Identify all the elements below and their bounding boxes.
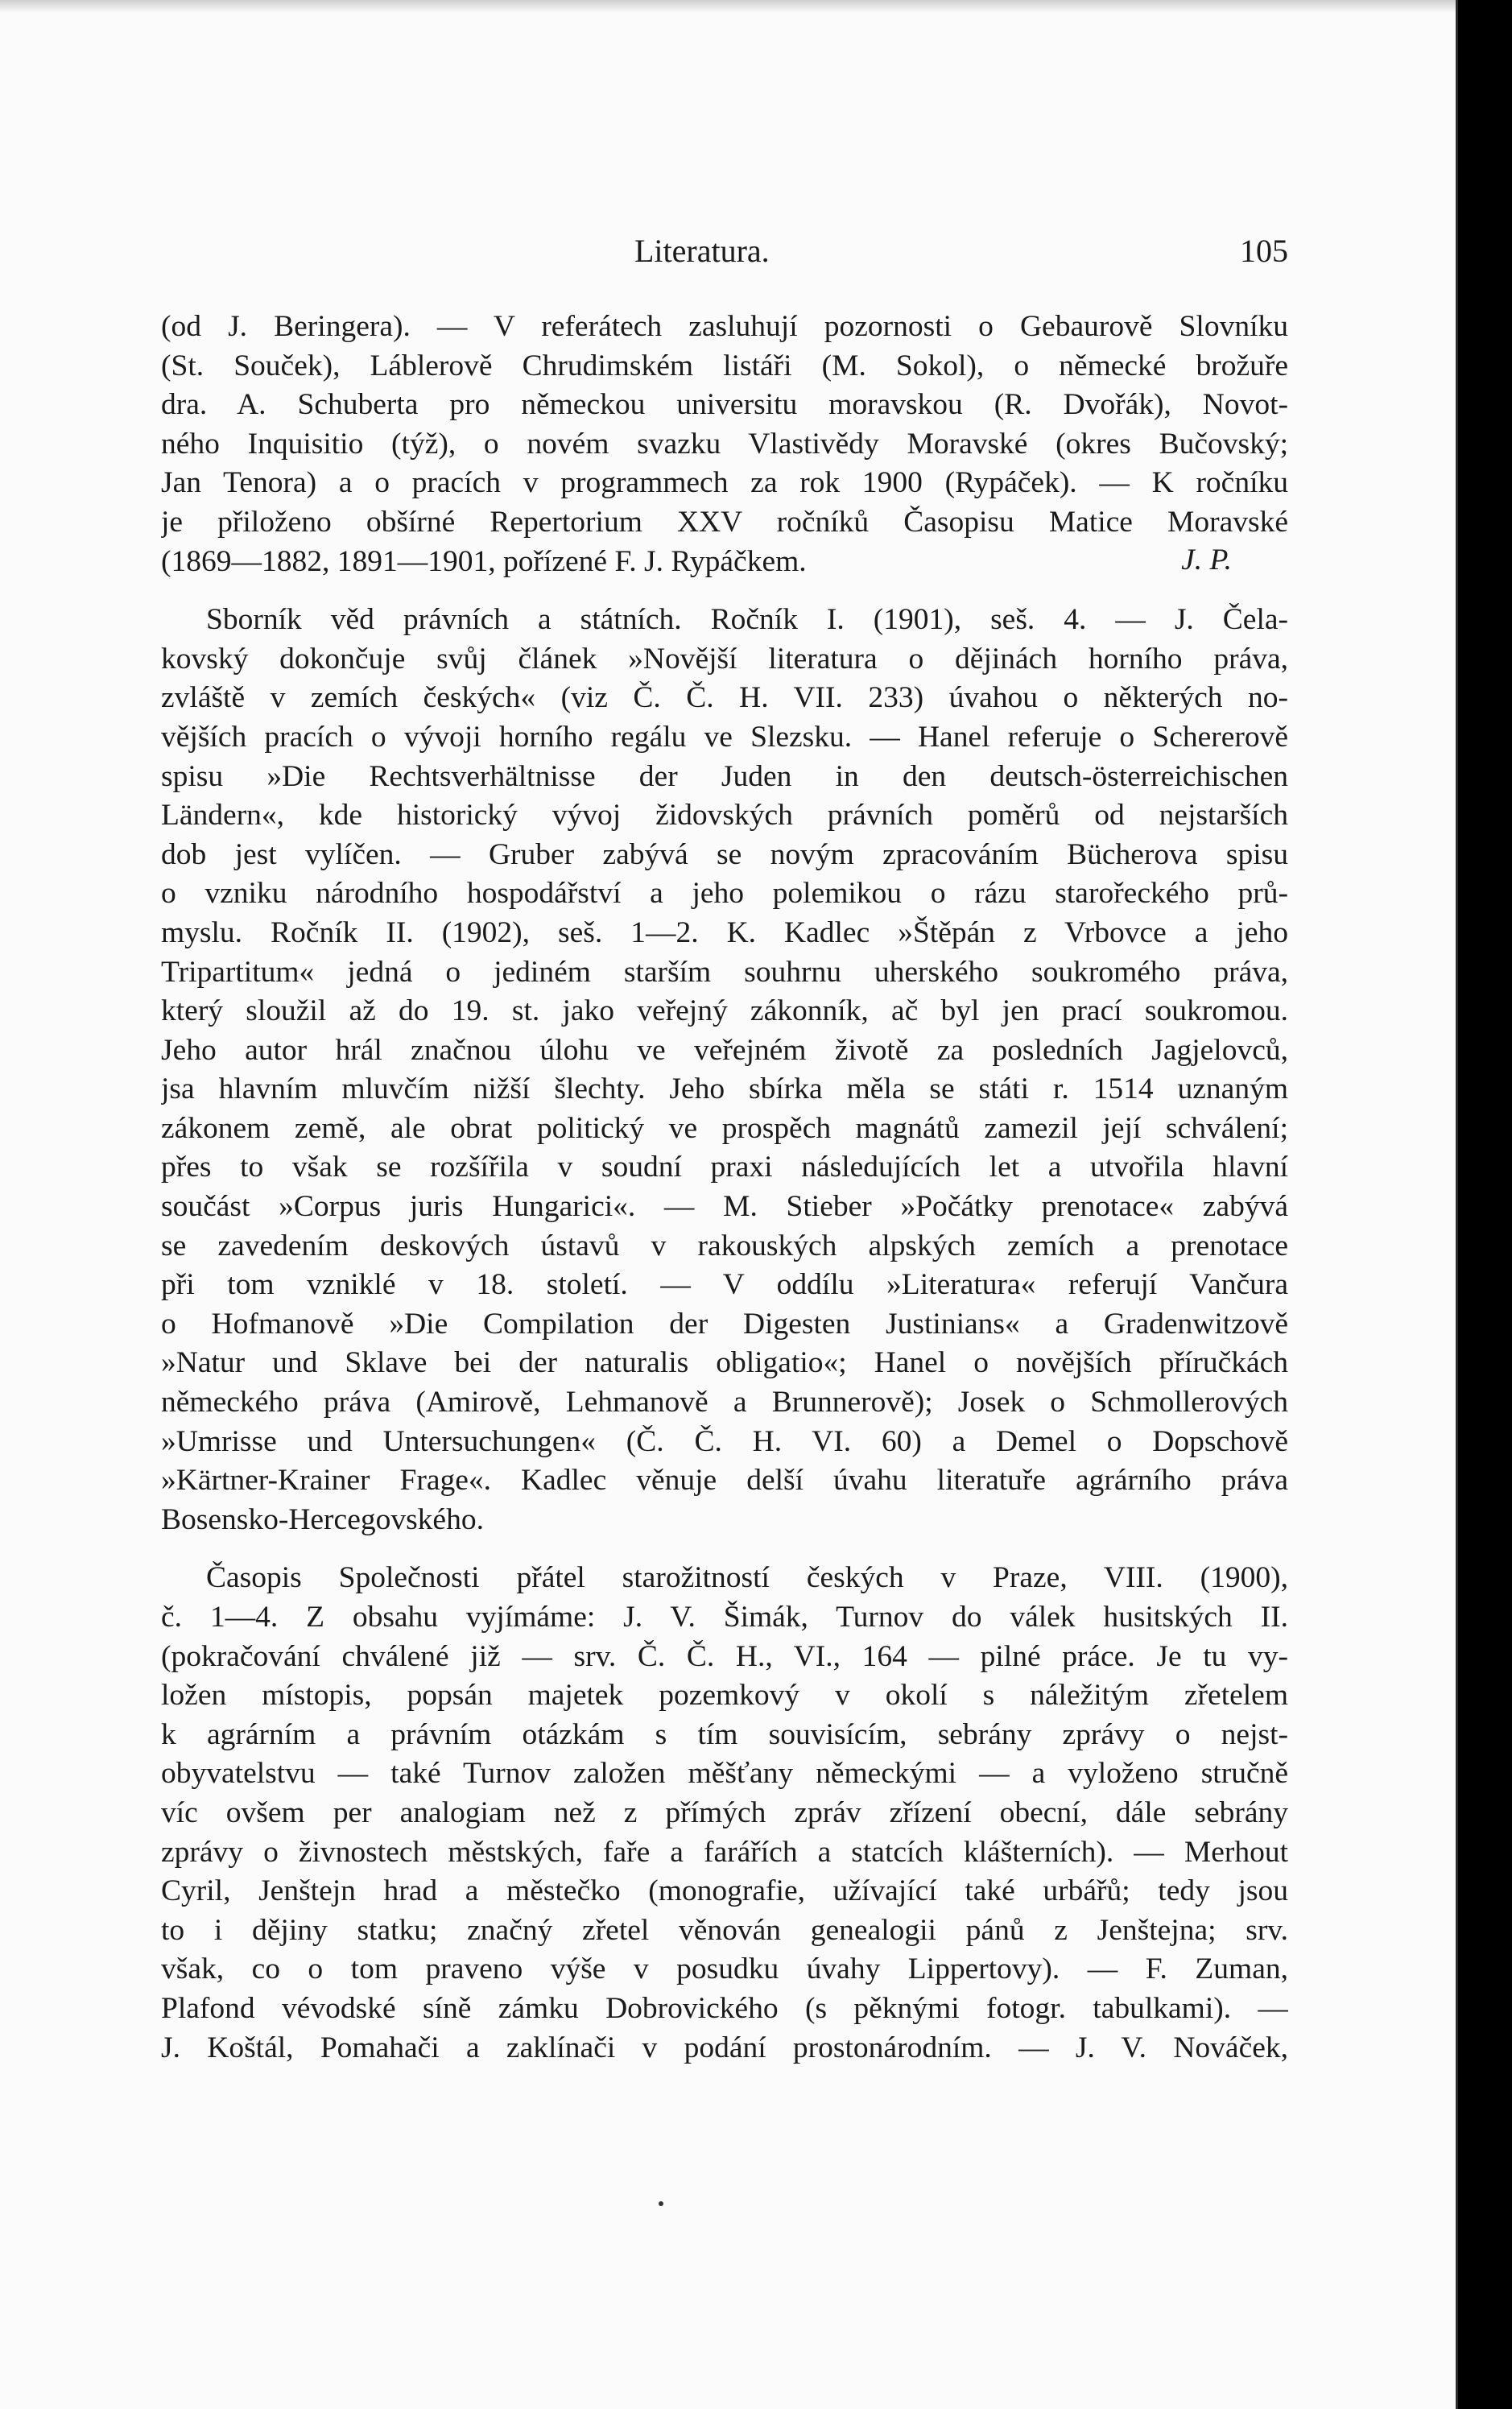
- text-line: víc ovšem per analogiam než z přímých zpráv zřízení obecní, dále sebrány: [161, 1795, 1288, 1829]
- text-line: to i dějiny statku; značný zřetel věnován genealogii pánů z Jenštejna; srv.: [161, 1913, 1288, 1947]
- text-line: (od J. Beringera). — V referátech zasluhují pozornosti o Gebaurově Slovníku: [161, 310, 1288, 343]
- text-line: Plafond vévodské síně zámku Dobrovického (s pěknými fotogr. tabulkami). —: [161, 1991, 1288, 2025]
- text-line: přes to však se rozšířila v soudní praxi následujících let a utvořila hlavní: [161, 1151, 1288, 1184]
- text-line: J. Koštál, Pomahači a zaklínači v podání prostonárodním. — J. V. Nováček,: [161, 2031, 1288, 2064]
- text-line: zákonem země, ale obrat politický ve prospěch magnátů zamezil její schválení;: [161, 1111, 1288, 1145]
- text-line: obyvatelstvu — také Turnov založen měšťany německými — a vyloženo stručně: [161, 1757, 1288, 1791]
- text-line: myslu. Ročník II. (1902), seš. 1—2. K. Kadlec »Štěpán z Vrbovce a jeho: [161, 915, 1288, 949]
- text-line: vějších pracích o vývoji horního regálu ve Slezsku. — Hanel referuje o Schererově: [161, 720, 1288, 754]
- paragraph-gap: [161, 581, 1288, 601]
- text-line: Ländern«, kde historický vývoj židovských právních poměrů od nejstarších: [161, 799, 1288, 833]
- text-line: jsa hlavním mluvčím nižší šlechty. Jeho sbírka měla se státi r. 1514 uznaným: [161, 1072, 1288, 1106]
- text-line: zvláště v zemích českých« (viz Č. Č. H. VII. 233) úvahou o některých no-: [161, 681, 1288, 715]
- text-line: Bosensko-Hercegovského.: [161, 1502, 484, 1536]
- text-line: součást »Corpus juris Hungarici«. — M. Stieber »Počátky prenotace« zabývá: [161, 1190, 1288, 1224]
- page-number: 105: [1240, 233, 1288, 269]
- text-line: se zavedením deskových ústavů v rakouských alpských zemích a prenotace: [161, 1229, 1288, 1262]
- body-text: [161, 308, 1288, 2068]
- text-line: ložen místopis, popsán majetek pozemkový v okolí s náležitým zřetelem: [161, 1679, 1288, 1713]
- text-line: zprávy o živnostech městských, faře a farářích a statcích klášterních). — Merhout: [161, 1835, 1288, 1869]
- text-line: je přiloženo obšírné Repertorium XXV ročníků Časopisu Matice Moravské: [161, 505, 1288, 539]
- text-line: kovský dokončuje svůj článek »Novější literatura o dějinách horního práva,: [161, 642, 1288, 676]
- author-signature: J. P.: [1181, 543, 1232, 576]
- text-line: (St. Souček), Láblerově Chrudimském listáři (M. Sokol), o německé brožuře: [161, 349, 1288, 382]
- text-line: dra. A. Schuberta pro německou universitu moravskou (R. Dvořák), Novot-: [161, 388, 1288, 422]
- paragraph-gap: [161, 1539, 1288, 1559]
- text-line: německého práva (Amirově, Lehmanově a Brunnerově); Josek o Schmollerových: [161, 1386, 1288, 1419]
- text-line: Jan Tenora) a o pracích v programmech za rok 1900 (Rypáček). — K ročníku: [161, 466, 1288, 500]
- text-line: »Natur und Sklave bei der naturalis obligatio«; Hanel o novějších příručkách: [161, 1346, 1288, 1380]
- paragraph-mvm-review: [161, 308, 1288, 581]
- text-line: spisu »Die Rechtsverhältnisse der Juden in den deutsch-österreichischen: [161, 759, 1288, 793]
- last-line-wrap: [161, 543, 1288, 582]
- text-line: »Umrisse und Untersuchungen« (Č. Č. H. VI. 60) a Demel o Dopschově: [161, 1424, 1288, 1458]
- text-line: Jeho autor hrál značnou úlohu ve veřejném životě za posledních Jagjelovců,: [161, 1033, 1288, 1067]
- paragraph-casopis-review: [161, 1559, 1288, 2068]
- page-top-edge: [0, 0, 1456, 13]
- printer-mark-dot: [659, 2201, 663, 2206]
- text-line: Tripartitum« jedná o jediném starším souhrnu uherského soukromého práva,: [161, 955, 1288, 989]
- text-line: č. 1—4. Z obsahu vyjímáme: J. V. Šimák, Turnov do válek husitských II.: [161, 1601, 1288, 1634]
- text-line: ného Inquisitio (týž), o novém svazku Vlastivědy Moravské (okres Bučovský;: [161, 427, 1288, 461]
- text-line: (1869—1882, 1891—1901, pořízené F. J. Rypáčkem.: [161, 544, 807, 578]
- text-line: Cyril, Jenštejn hrad a městečko (monografie, užívající také urbářů; tedy jsou: [161, 1874, 1288, 1908]
- text-line: o vzniku národního hospodářství a jeho polemikou o rázu starořeckého prů-: [161, 877, 1288, 911]
- text-line: k agrárním a právním otázkám s tím souvisícím, sebrány zprávy o nejst-: [161, 1717, 1288, 1751]
- text-line: »Kärtner-Krainer Frage«. Kadlec věnuje delší úvahu literatuře agrárního práva: [161, 1464, 1288, 1498]
- page-header: [161, 232, 1288, 280]
- text-line: který sloužil až do 19. st. jako veřejný zákonník, ač byl jen prací soukromou.: [161, 994, 1288, 1028]
- text-line: Časopis Společnosti přátel starožitností českých v Praze, VIII. (1900),: [206, 1561, 1288, 1595]
- text-line: o Hofmanově »Die Compilation der Digesten Justinians« a Gradenwitzově: [161, 1307, 1288, 1341]
- paragraph-sbornik-review: [161, 601, 1288, 1539]
- running-title: Literatura.: [634, 233, 770, 269]
- text-line: při tom vzniklé v 18. století. — V oddílu »Literatura« referují Vančura: [161, 1268, 1288, 1302]
- text-line: Sborník věd právních a státních. Ročník I. (1901), seš. 4. — J. Čela-: [206, 603, 1288, 637]
- text-line: (pokračování chválené již — srv. Č. Č. H., VI., 164 — pilné práce. Je tu vy-: [161, 1639, 1288, 1673]
- text-line: však, co o tom praveno výše v posudku úvahy Lippertovy). — F. Zuman,: [161, 1952, 1288, 1986]
- text-line: dob jest vylíčen. — Gruber zabývá se novým zpracováním Bücherova spisu: [161, 837, 1288, 871]
